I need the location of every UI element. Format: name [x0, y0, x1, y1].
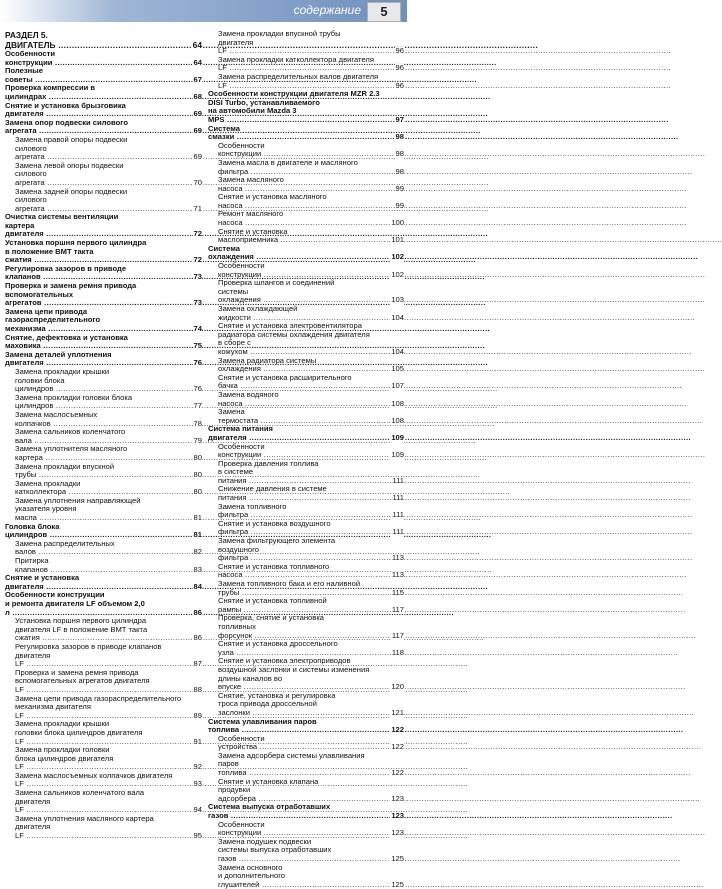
toc-entry: [5, 170, 202, 187]
toc-entry: [208, 803, 404, 820]
toc-entry-title: DISI Turbo, устанавливаемого: [208, 97, 320, 107]
toc-entry-page: 109: [391, 450, 404, 460]
toc-entry-title: Очистка системы вентиляции: [5, 212, 119, 222]
toc-entry-title: Замена основного: [218, 862, 283, 872]
toc-entry: [5, 248, 202, 265]
toc-entry-title: Проверка шлангов и соединений: [218, 278, 335, 288]
toc-entry: [208, 503, 404, 520]
toc-entry-title: Головка блока цилиндров .....: [5, 522, 491, 540]
toc-entry-title: Замена сальников коленчатого вала: [15, 788, 145, 798]
toc-entry-page: 75: [193, 341, 202, 351]
toc-entry-page: 113: [391, 570, 404, 580]
toc-entry-page: 98: [395, 132, 404, 142]
toc-entry-title: Снятие и установка клапана: [218, 776, 319, 786]
toc-entry-title: Снятие и установка электровентилятора: [218, 321, 362, 331]
toc-entry-page: 79: [193, 435, 202, 445]
toc-entry-title: вспомогательных агрегатов двигателя LF .....: [15, 676, 468, 694]
toc-entry-page: 77: [193, 401, 202, 411]
toc-entry-title: Ремонт масляного насоса .....: [218, 209, 687, 227]
toc-entry-title: Замена радиатора системы охлаждения .....: [218, 356, 705, 374]
toc-entry-title: указателя уровня масла .....: [15, 504, 481, 522]
toc-entry-title: Замена маслосъемных колпачков .....: [15, 410, 495, 428]
toc-entry-page: 99: [395, 183, 404, 193]
toc-entry-title: Замена прокладки впускной трубы .....: [15, 462, 481, 480]
toc-entry-title: Система выпуска отработавших газов .....: [208, 802, 673, 820]
toc-entry-title: топливных форсунок .....: [218, 622, 696, 640]
toc-entry: [5, 480, 202, 497]
toc-entry-page: 102: [391, 252, 404, 262]
toc-entry-page: 92: [193, 762, 202, 772]
toc-entry-page: 84: [193, 581, 202, 591]
toc-entry-title: Система улавливания паров топлива .....: [208, 717, 683, 735]
toc-entry: [208, 580, 404, 597]
toc-entry-title: Особенности конструкции .....: [218, 141, 705, 159]
toc-entry: [5, 626, 202, 643]
toc-entry: [5, 755, 202, 772]
toc-entry: [208, 228, 404, 245]
toc-entry-title: Снятие и установка брызговика двигателя .....: [5, 101, 488, 119]
toc-entry-title: длины каналов во впуске .....: [218, 674, 686, 692]
toc-entry-page: 108: [391, 398, 404, 408]
toc-entry-title: двигателя LF .....: [15, 822, 468, 840]
toc-entry-title: Замена опор подвески силового агрегата .....: [5, 118, 481, 136]
toc-entry-page: 73: [193, 298, 202, 308]
toc-entry-page: 98: [395, 166, 404, 176]
toc-entry-title: Особенности конструкции двигателя MZR 2.3: [208, 89, 380, 99]
toc-entry: [5, 145, 202, 162]
toc-entry-title: двигателя LF .....: [218, 38, 671, 56]
toc-entry: [208, 210, 404, 227]
toc-entry: [5, 50, 202, 67]
toc-entry-title: Замена задней опоры подвески: [15, 186, 128, 196]
toc-entry-page: 102: [391, 269, 404, 279]
toc-entry-page: 117: [391, 604, 404, 614]
toc-entry: [208, 425, 404, 442]
toc-entry-title: Проверка и замена ремня привода: [5, 281, 137, 291]
toc-entry-page: 121: [391, 707, 404, 717]
toc-entry-title: Снятие и установка топливного насоса .....: [218, 562, 687, 580]
toc-entry-page: 103: [391, 295, 404, 305]
toc-entry-title: Замена правой опоры подвески: [15, 134, 128, 144]
toc-entry: [208, 597, 404, 614]
toc-entry-page: 68: [193, 91, 202, 101]
toc-entry-title: Замена левой опоры подвески: [15, 160, 124, 170]
toc-entry-title: воздушной заслонки и системы изменения: [218, 664, 370, 674]
toc-entry-title: продувки адсорбера .....: [218, 785, 700, 803]
toc-entry: [5, 377, 202, 394]
toc-entry-page: 105: [391, 364, 404, 374]
toc-entry: [208, 245, 404, 262]
toc-entry-page: 125: [391, 879, 404, 889]
toc-entry: [5, 703, 202, 720]
toc-entry-title: Замена прокладки крышки: [15, 366, 110, 376]
toc-entry-page: 74: [193, 324, 202, 333]
toc-entry-page: 123: [391, 828, 404, 838]
toc-entry-title: двигателя LF .....: [15, 797, 468, 815]
toc-entry-page: 107: [391, 381, 404, 391]
toc-entry: [5, 523, 202, 540]
toc-entry-title: Особенности конструкции .....: [218, 442, 705, 460]
toc-entry: [5, 652, 202, 669]
toc-entry-page: 123: [391, 811, 404, 821]
toc-entry: [208, 391, 404, 408]
toc-entry-title: Снятие и установка расширительного бачка .....: [218, 373, 682, 391]
toc-entry: [208, 39, 404, 56]
toc-entry: [208, 125, 404, 142]
toc-entry-page: 104: [391, 312, 404, 322]
toc-entry-title: системы выпуска отработавших газов .....: [218, 845, 681, 863]
toc-entry-page: 97: [395, 114, 404, 124]
toc-entry-page: 117: [391, 630, 404, 640]
toc-entry-title: Притирка клапанов .....: [15, 556, 492, 574]
toc-entry: [208, 357, 404, 374]
toc-entry: [208, 700, 404, 717]
toc-entry-title: Замена подушек подвески: [218, 836, 312, 846]
toc-entry-title: радиатора системы охлаждения двигателя: [218, 329, 370, 339]
toc-entry-title: Замена цепи привода: [5, 306, 88, 316]
toc-entry-title: Снятие и установка электроприводов: [218, 656, 351, 666]
toc-entry: [5, 600, 202, 617]
toc-entry-page: 111: [392, 510, 404, 520]
toc-entry-page: 115: [391, 587, 404, 597]
toc-entry-title: головки блока цилиндров .....: [15, 376, 498, 394]
toc-entry-page: 73: [193, 272, 202, 282]
toc-entry-title: Замена водяного насоса .....: [218, 390, 687, 408]
toc-entry-title: Снятие, установка и регулировка: [218, 690, 336, 700]
toc-entry-page: 122: [391, 742, 404, 752]
toc-entry: [208, 374, 404, 391]
toc-entry-page: 111: [392, 527, 404, 537]
toc-entry-page: 104: [391, 346, 404, 356]
toc-entry-title: Замена прокладки впускной трубы: [218, 29, 341, 38]
toc-entry-page: 111: [392, 493, 404, 503]
toc-entry: [208, 760, 404, 777]
toc-entry-title: Замена топливного бака и его наливной трубы .....: [218, 579, 684, 597]
toc-entry: [208, 735, 404, 752]
toc-entry-title: Замена распределительных валов двигателя LF .....: [218, 72, 671, 90]
toc-entry-title: Проверка давления топлива: [218, 458, 319, 468]
toc-entry: [5, 463, 202, 480]
toc-entry-title: Особенности конструкции .....: [218, 820, 705, 838]
toc-entry: [5, 729, 202, 746]
section-title: содержание: [293, 3, 361, 17]
toc-entry-title: Система охлаждения .....: [208, 244, 698, 262]
toc-entry-page: 109: [391, 432, 404, 442]
toc-entry-title: Снятие и установка дроссельного узла .....: [218, 639, 678, 657]
toc-entry-page: 101: [391, 235, 404, 245]
toc-entry-page: 99: [395, 200, 404, 210]
toc-entry-title: Замена цепи привода газораспределительного: [15, 693, 182, 703]
toc-entry-title: вспомогательных агрегатов .....: [5, 290, 486, 308]
toc-entry-title: Снижение давления в системе питания .....: [218, 484, 691, 502]
toc-entry-title: Установка поршня первого цилиндра: [15, 616, 147, 626]
toc-entry-title: Замена сальников коленчатого вала .....: [15, 427, 476, 445]
toc-entry-page: 93: [193, 779, 202, 789]
toc-entry-page: 64: [192, 40, 202, 50]
toc-entry-page: 86: [193, 607, 202, 617]
toc-entry-title: Замена масляного насоса .....: [218, 175, 687, 193]
toc-entry: [5, 823, 202, 840]
toc-entry-title: Особенности конструкции .....: [5, 49, 497, 67]
toc-entry: [5, 291, 202, 308]
toc-entry: [208, 872, 404, 889]
toc-entry-title: Проверка компрессии в цилиндрах .....: [5, 83, 491, 101]
toc-entry: [208, 142, 404, 159]
toc-entry-page: 86: [193, 633, 202, 643]
toc-entry-title: Замена адсорбера системы улавливания: [218, 750, 365, 760]
toc-entry-title: Регулировка зазоров в приводе клапанов: [15, 641, 162, 651]
toc-entry: [5, 772, 202, 789]
toc-entry-title: Замена фильтрующего элемента: [218, 536, 336, 546]
toc-entry-title: Замена топливного фильтра .....: [218, 502, 692, 520]
toc-entry: [208, 468, 404, 485]
toc-entry-page: 95: [193, 831, 202, 841]
toc-entry-title: Замена прокладки катколлектора двигателя LF .....: [218, 55, 671, 73]
toc-entry-page: 83: [193, 564, 202, 574]
toc-entry-page: 80: [193, 470, 202, 480]
toc-entry-title: силового агрегата .....: [15, 169, 489, 187]
toc-entry-title: Замена уплотнения направляющей: [15, 495, 141, 505]
toc-entry-page: 123: [391, 793, 404, 803]
toc-entry-title: Особенности конструкции .....: [218, 261, 705, 279]
toc-entry-title: Регулировка зазоров в приводе клапанов .....: [5, 264, 485, 282]
toc-entry-page: 72: [193, 255, 202, 265]
toc-entry: [208, 546, 404, 563]
page-number: 5: [367, 2, 401, 22]
toc-entry: [5, 351, 202, 368]
toc-entry-title: Проверка и замена ремня привода: [15, 667, 139, 677]
toc-entry-title: Замена уплотнения масляного картера: [15, 813, 154, 823]
toc-entry: [5, 119, 202, 136]
toc-entry-page: 69: [193, 109, 202, 119]
toc-entry-title: Снятие и установка воздушного фильтра .....: [218, 519, 692, 537]
toc-entry-title: двигателя LF .....: [15, 651, 468, 669]
toc-entry-title: головки блока цилиндров двигателя LF .....: [15, 728, 468, 746]
toc-entry: [5, 677, 202, 694]
toc-entry: [5, 213, 202, 222]
toc-entry-title: Проверка, снятие и установка: [218, 613, 325, 623]
toc-entry-page: 96: [395, 80, 404, 90]
toc-entry: [208, 846, 404, 863]
toc-entry: [5, 411, 202, 428]
toc-entry-page: 118: [391, 647, 404, 657]
page-header: [0, 0, 407, 22]
toc-entry: [5, 67, 202, 84]
toc-entry-page: 98: [395, 149, 404, 159]
toc-entry-title: Замена прокладки головки блока цилиндров .....: [15, 393, 498, 411]
toc-entry-title: Замена маслосъемных колпачков двигателя LF .....: [15, 771, 468, 789]
toc-entry: [5, 798, 202, 815]
toc-entry-page: 80: [193, 452, 202, 462]
toc-entry: [208, 563, 404, 580]
toc-entry-page: 91: [193, 736, 202, 746]
toc-entry: [208, 408, 404, 425]
toc-entry: [5, 30, 202, 50]
toc-entry-title: Замена прокладки крышки: [15, 719, 110, 729]
toc-entry-page: 122: [391, 725, 404, 735]
toc-entry-title: Система смазки .....: [208, 124, 679, 142]
toc-entry: [208, 675, 404, 692]
toc-entry-title: РАЗДЕЛ 5. ДВИГАТЕЛЬ .....: [5, 30, 538, 50]
toc-entry-page: 125: [391, 854, 404, 863]
toc-entry-page: 80: [193, 487, 202, 497]
toc-entry: [5, 505, 202, 522]
toc-entry: [208, 520, 404, 537]
toc-entry-page: 113: [391, 553, 404, 563]
toc-entry: [208, 176, 404, 193]
toc-entry: [208, 288, 404, 305]
toc-entry-page: 69: [193, 126, 202, 136]
toc-entry-title: картера двигателя .....: [5, 221, 488, 239]
toc-entry-title: Снятие и установка маслоприемника .....: [218, 227, 722, 245]
toc-entry-title: на автомобили Mazda 3 MPS .....: [208, 106, 669, 124]
toc-entry: [208, 821, 404, 838]
toc-entry: [208, 640, 404, 657]
toc-entry-title: блока цилиндров двигателя LF .....: [15, 754, 468, 772]
toc-entry: [5, 102, 202, 119]
toc-entry: [5, 540, 202, 557]
toc-left-column: [5, 30, 202, 841]
toc-entry-page: 88: [193, 684, 202, 694]
toc-entry: [5, 557, 202, 574]
toc-entry-page: 64: [193, 57, 202, 67]
toc-entry: [208, 339, 404, 356]
toc-entry: [208, 443, 404, 460]
toc-entry-page: 69: [193, 152, 202, 162]
toc-entry-title: Замена распределительных валов .....: [15, 539, 480, 557]
toc-entry: [208, 718, 404, 735]
toc-entry: [208, 107, 404, 124]
toc-entry-title: Установка поршня первого цилиндра: [5, 238, 147, 248]
toc-entry-title: двигателя LF в положение ВМТ такта сжатия .....: [15, 625, 484, 643]
toc-entry-title: газораспределительного механизма .....: [5, 315, 490, 333]
toc-entry-title: в положение ВМТ такта сжатия .....: [5, 247, 476, 265]
toc-entry-page: 81: [193, 513, 202, 523]
toc-entry-title: в системе питания .....: [218, 467, 691, 485]
toc-entry-title: Снятие, дефектовка и установка маховика .....: [5, 333, 485, 351]
toc-entry-page: 87: [193, 659, 202, 669]
toc-entry-page: 96: [395, 46, 404, 56]
toc-entry-title: Замена деталей уплотнения двигателя .....: [5, 350, 488, 368]
toc-right-column: [208, 30, 404, 889]
toc-entry: [208, 56, 404, 73]
toc-entry-title: воздушного фильтра .....: [218, 545, 692, 563]
toc-entry-page: 94: [193, 805, 202, 815]
toc-entry-title: силового агрегата .....: [15, 144, 489, 162]
toc-entry: [208, 623, 404, 640]
toc-entry: [5, 84, 202, 101]
toc-entry-title: Замена прокладки головки: [15, 745, 110, 755]
toc-entry: [5, 394, 202, 411]
toc-entry: [208, 485, 404, 502]
toc-entry-title: и ремонта двигателя LF объемом 2,0 л .....: [5, 599, 454, 617]
toc-entry-page: 96: [395, 63, 404, 73]
toc-entry-page: 122: [391, 768, 404, 778]
toc-entry-title: Особенности устройства .....: [218, 734, 701, 752]
toc-entry-title: и дополнительного глушителей .....: [218, 871, 704, 889]
toc-entry-page: 71: [193, 203, 202, 213]
toc-entry-page: 120: [391, 682, 404, 692]
toc-entry-title: Замена охлаждающей жидкости .....: [218, 304, 695, 322]
toc-entry-title: силового агрегата .....: [15, 195, 489, 213]
toc-entry-title: Особенности конструкции: [5, 590, 105, 600]
toc-entry-page: 100: [391, 218, 404, 228]
toc-entry: [5, 196, 202, 213]
toc-entry-page: 78: [193, 418, 202, 428]
toc-entry-title: Снятие и установка топливной рампы .....: [218, 596, 685, 614]
toc-entry-page: 76: [193, 358, 202, 368]
toc-entry: [208, 159, 404, 176]
toc-entry: [208, 305, 404, 322]
toc-entry-page: 82: [193, 547, 202, 557]
toc-entry-title: Замена уплотнителя масляного картера .....: [15, 444, 487, 462]
toc-entry-page: 111: [392, 475, 404, 485]
toc-entry-title: системы охлаждения .....: [218, 287, 705, 305]
toc-entry-page: 70: [193, 177, 202, 187]
toc-entry: [5, 574, 202, 591]
toc-entry: [208, 73, 404, 90]
toc-entry-page: 89: [193, 710, 202, 720]
toc-entry-title: механизма двигателя LF .....: [15, 702, 468, 720]
toc-entry: [208, 262, 404, 279]
toc-entry-page: 76: [193, 384, 202, 394]
toc-entry-title: Снятие и установка двигателя .....: [5, 573, 488, 591]
toc-entry-title: Полезные советы .....: [5, 66, 477, 84]
toc-entry-page: 81: [193, 530, 202, 540]
toc-entry-title: паров топлива .....: [218, 759, 691, 777]
toc-entry-page: 108: [391, 415, 404, 425]
toc-entry-title: в сборе с кожухом .....: [218, 338, 692, 356]
toc-entry-page: 67: [193, 74, 202, 84]
toc-entry: [208, 193, 404, 210]
toc-entry-title: Снятие и установка масляного насоса .....: [218, 192, 687, 210]
toc-entry-page: 72: [193, 229, 202, 239]
toc-entry-title: Замена прокладки катколлектора .....: [15, 479, 510, 497]
toc-entry-title: Система питания двигателя .....: [208, 424, 691, 442]
toc-entry: [5, 428, 202, 445]
toc-entry: [5, 265, 202, 282]
toc-entry-title: троса привода дроссельной заслонки .....: [218, 699, 694, 717]
toc-entry-title: Замена масла в двигателе и масляного фильтра .....: [218, 158, 692, 176]
toc-entry: [5, 334, 202, 351]
toc-entry: [5, 222, 202, 239]
toc-entry: [208, 786, 404, 803]
toc-entry: [5, 316, 202, 333]
toc-entry: [5, 445, 202, 462]
toc-entry-title: Замена термостата .....: [218, 407, 702, 425]
